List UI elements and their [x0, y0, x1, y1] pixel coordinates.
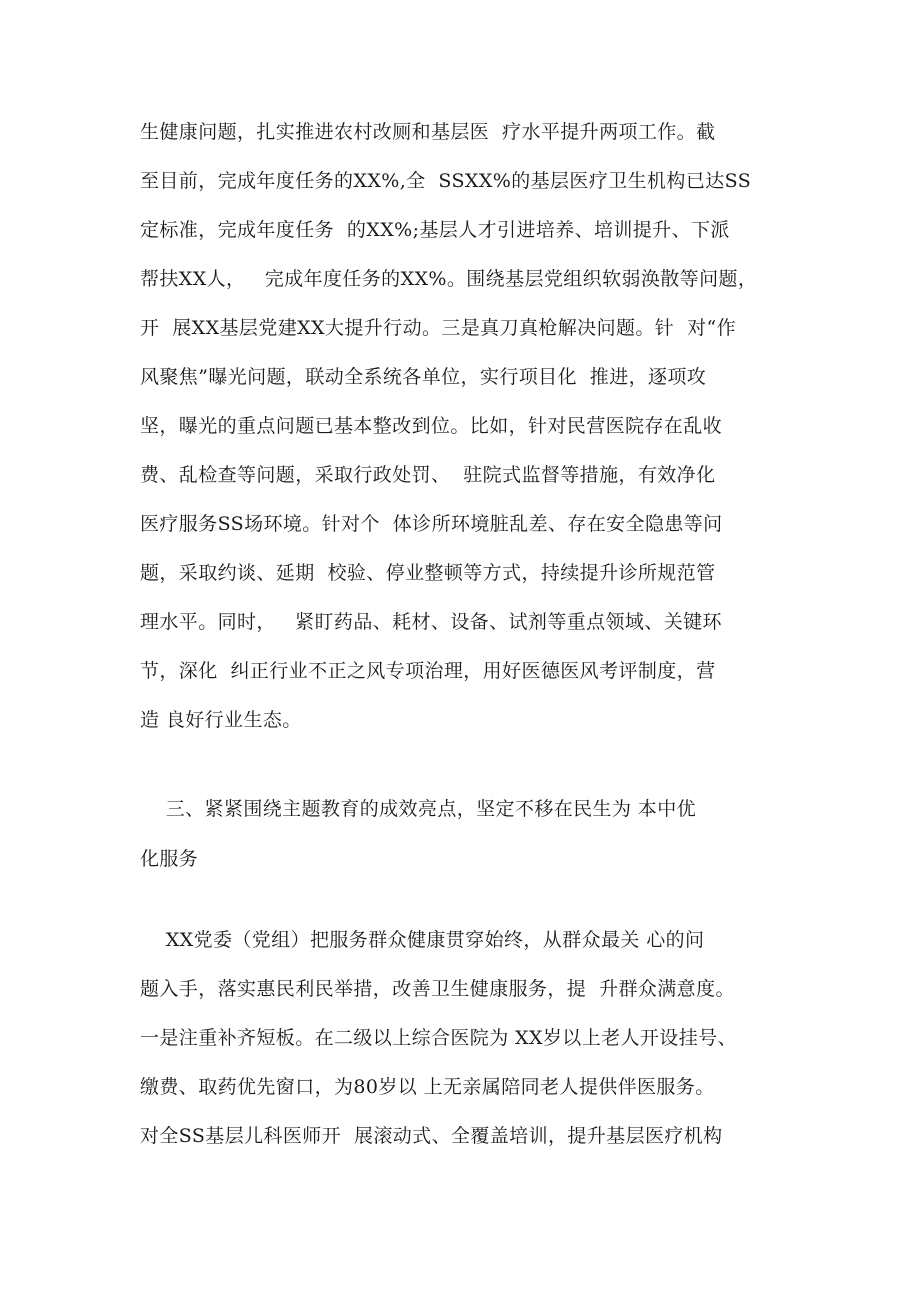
paragraph-1-line-13: 造 良好行业生态。 [140, 709, 302, 731]
paragraph-1-line-5: 开 展XX基层党建XX大提升行动。三是真刀真枪解决问题。针 对“作 [140, 317, 736, 339]
paragraph-1-line-9: 医疗服务SS场环境。针对个 体诊所环境脏乱差、存在安全隐患等问 [140, 513, 723, 535]
paragraph-1-line-11: 理水平。同时， 紧盯药品、耗材、设备、试剂等重点领域、关键环 [140, 611, 722, 633]
paragraph-1-line-10: 题，采取约谈、延期 校验、停业整顿等方式，持续提升诊所规范管 [140, 562, 716, 584]
paragraph-2-line-1: XX党委（党组）把服务群众健康贯穿始终，从群众最关 心的问 [140, 929, 705, 951]
paragraph-1-line-7: 坚，曝光的重点问题已基本整改到位。比如，针对民营医院存在乱收 [140, 415, 723, 437]
paragraph-1-line-1: 生健康问题，扎实推进农村改厕和基层医 疗水平提升两项工作。截 [140, 121, 716, 143]
paragraph-1-line-2: 至目前，完成年度任务的XX%,全 SSXX%的基层医疗卫生机构已达SS [140, 170, 752, 192]
paragraph-1-line-8: 费、乱检查等问题，采取行政处罚、 驻院式监督等措施，有效净化 [140, 464, 716, 486]
paragraph-1-line-6: 风聚焦”曝光问题，联动全系统各单位，实行项目化 推进，逐项攻 [140, 366, 707, 388]
paragraph-2-line-5: 对全SS基层儿科医师开 展滚动式、全覆盖培训，提升基层医疗机构 [140, 1125, 723, 1147]
paragraph-1-line-4: 帮扶XX人， 完成年度任务的XX%。围绕基层党组织软弱涣散等问题， [140, 268, 758, 290]
paragraph-1-line-3: 定标准，完成年度任务 的XX%;基层人才引进培养、培训提升、下派 [140, 219, 730, 241]
paragraph-2-line-3: 一是注重补齐短板。在二级以上综合医院为 XX岁以上老人开设挂号、 [140, 1027, 737, 1049]
paragraph-1-line-12: 节，深化 纠正行业不正之风专项治理，用好医德医风考评制度，营 [140, 660, 716, 682]
paragraph-2-line-4: 缴费、取药优先窗口，为80岁以 上无亲属陪同老人提供伴医服务。 [140, 1076, 715, 1098]
paragraph-2-line-2: 题入手，落实惠民利民举措，改善卫生健康服务，提 升群众满意度。 [140, 978, 735, 1000]
section-heading-line-2: 化服务 [140, 848, 199, 870]
section-heading-line-1: 三、紧紧围绕主题教育的成效亮点，坚定不移在民生为 本中优 [140, 798, 696, 820]
